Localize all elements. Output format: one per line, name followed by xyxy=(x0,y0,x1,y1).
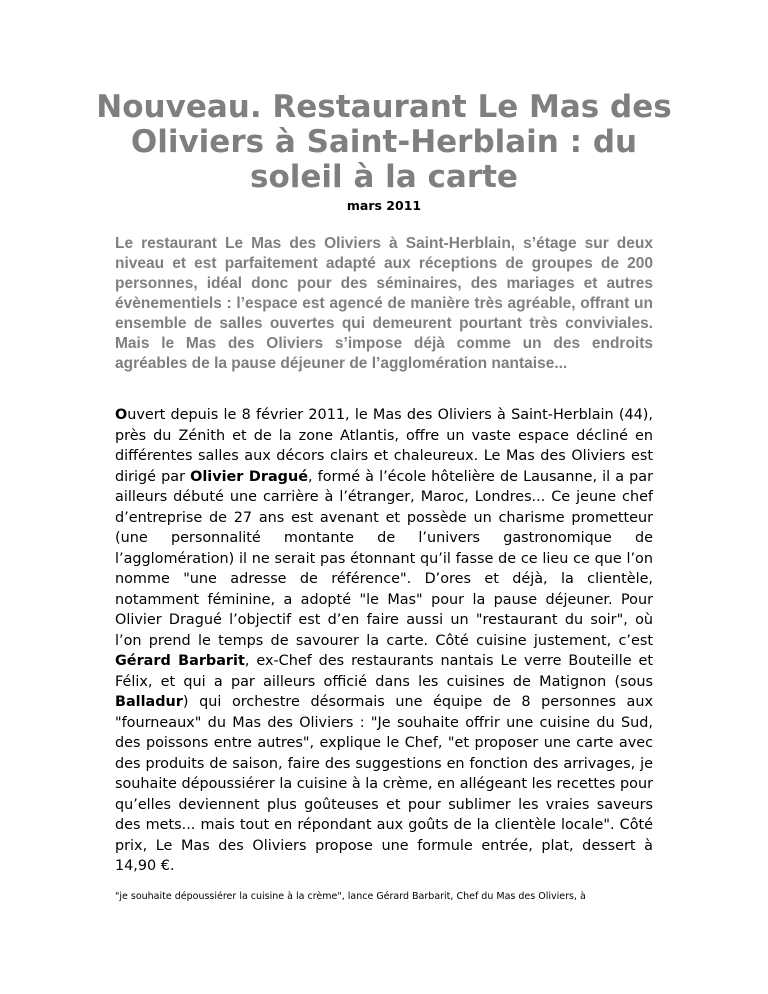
body-part-3: , ex-Chef des restaurants nantais Le verre Bouteille et Félix, et qui a par ailleurs officié dans les cuisines de Matignon (sous xyxy=(115,653,653,690)
body-part-1: uvert depuis le 8 février 2011, le Mas des Oliviers à Saint-Herblain (44), près du Zénith et de la zone Atlantis, offre un vaste espace décliné en différentes salles aux décors clairs et chaleureux. Le Mas des Oliviers est dirigé par xyxy=(115,407,653,485)
drop-letter: O xyxy=(115,407,128,423)
article-date: mars 2011 xyxy=(346,198,422,213)
person-name-olivier-dragué: Olivier Dragué xyxy=(190,468,308,485)
article-title: Nouveau. Restaurant Le Mas des Oliviers à Saint-Herblain : du soleil à la carte xyxy=(96,89,672,195)
body-part-2: , formé à l’école hôtelière de Lausanne, il a par ailleurs débuté une carrière à l’étranger, Maroc, Londres... Ce jeune chef d’entreprise de 27 ans est avenant et possède un charisme prometteur (une personnalité montante de l’univers gastronomique de l’agglomération) il ne serait pas étonnant qu’il fasse de ce lieu ce que l’on nomme "une adresse de référence". D’ores et déjà, la clientèle, notamment féminine, a adopté "le Mas" pour la pause déjeuner. Pour Olivier Dragué l’objectif est d’en faire aussi un "restaurant du soir", où l’on prend le temps de savourer la carte. Côté cuisine justement, c’est xyxy=(115,468,653,649)
article-lead: Le restaurant Le Mas des Oliviers à Saint-Herblain, s’étage sur deux niveau et est parfaitement adapté aux réceptions de groupes de 200 personnes, idéal donc pour des séminaires, des mariages et autres évènementiels : l’espace est agencé de manière très agréable, offrant un ensemble de salles ouvertes qui demeurent pourtant très conviviales. Mais le Mas des Oliviers s’impose déjà comme un des endroits agréables de la pause déjeuner de l’agglomération nantaise... xyxy=(115,235,653,372)
person-name-gerard-barbarit: Gérard Barbarit xyxy=(115,653,245,669)
person-name-balladur: Balladur xyxy=(115,694,183,710)
photo-caption: "je souhaite dépoussiérer la cuisine à la crème", lance Gérard Barbarit, Chef du Mas des Oliviers, à xyxy=(115,891,586,902)
body-part-4: ) qui orchestre désormais une équipe de 8 personnes aux "fourneaux" du Mas des Oliviers : "Je souhaite offrir une cuisine du Sud, des poissons entre autres", explique le Chef, "et proposer une carte avec des produits de saison, faire des suggestions en fonction des arrivages, je souhaite dépoussiérer la cuisine à la crème, en allégeant les recettes pour qu’elles deviennent plus goûteuses et pour sublimer les vraies saveurs des mets... mais tout en répondant aux goûts de la clientèle locale". Côté prix, Le Mas des Oliviers propose une formule entrée, plat, dessert à 14,90 €. xyxy=(115,694,653,874)
article-body xyxy=(115,405,653,877)
